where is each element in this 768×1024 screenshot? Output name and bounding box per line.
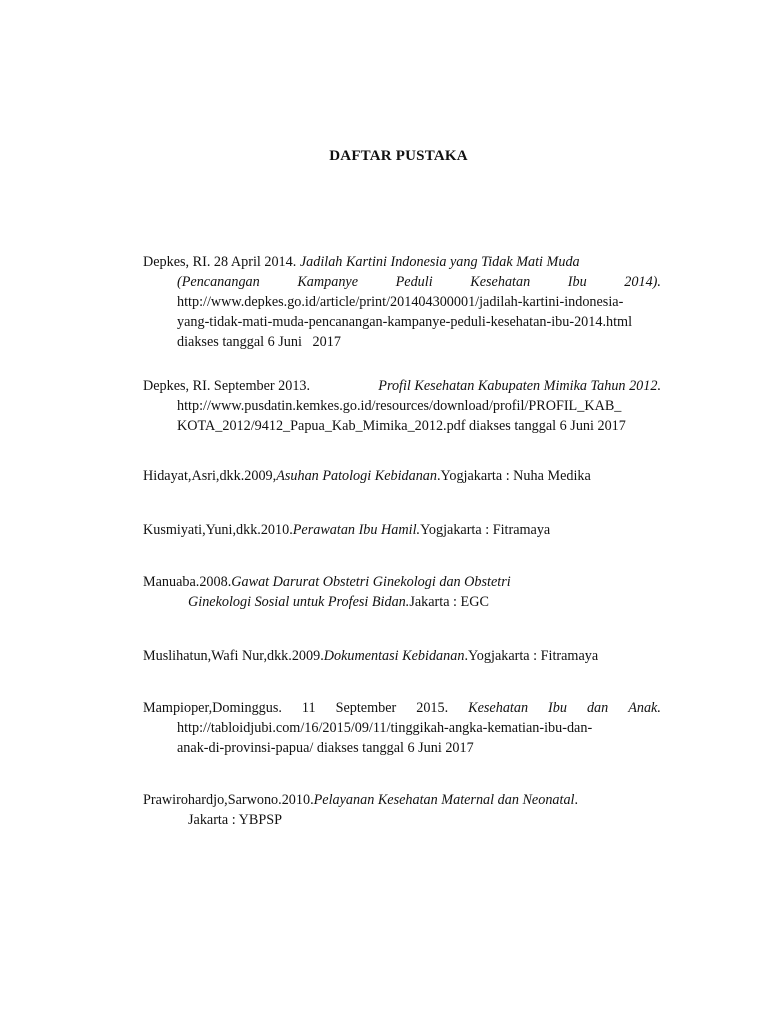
reference-entry	[143, 790, 661, 830]
page-title: DAFTAR PUSTAKA	[329, 148, 468, 164]
reference-title-word: (Pencanangan	[177, 274, 260, 290]
reference-title-word: Ibu	[548, 700, 567, 716]
reference-line	[143, 790, 661, 810]
reference-line	[143, 592, 661, 612]
reference-title-word: Peduli	[395, 274, 433, 290]
reference-title-word: Kampanye	[297, 274, 359, 290]
reference-title: Gawat Darurat Obstetri Ginekologi dan Obstetri	[231, 574, 511, 590]
reference-word: September	[335, 700, 397, 716]
reference-url: anak-di-provinsi-papua/ diakses tanggal 6 Juni 2017	[177, 740, 474, 756]
reference-title: Pelayanan Kesehatan Maternal dan Neonatal	[313, 792, 575, 808]
reference-word: Mampioper,Dominggus.	[143, 700, 282, 716]
reference-title: Asuhan Patologi Kebidanan	[276, 468, 437, 484]
reference-publisher: Jakarta : EGC	[409, 594, 489, 610]
reference-title: Perawatan Ibu Hamil.	[292, 522, 421, 538]
reference-url: yang-tidak-mati-muda-pencanangan-kampanye-peduli-kesehatan-ibu-2014.html	[177, 314, 633, 330]
reference-url: KOTA_2012/9412_Papua_Kab_Mimika_2012.pdf diakses tanggal 6 Juni 2017	[177, 418, 626, 434]
reference-url: http://www.depkes.go.id/article/print/201404300001/jadilah-kartini-indonesia-	[177, 294, 624, 310]
reference-url: http://tabloidjubi.com/16/2015/09/11/tinggikah-angka-kematian-ibu-dan-	[177, 720, 593, 736]
reference-title-word: dan	[586, 700, 609, 716]
reference-title-word: 2014).	[624, 274, 661, 290]
reference-title: Ginekologi Sosial untuk Profesi Bidan.	[188, 594, 410, 610]
reference-word: 11	[301, 700, 316, 716]
reference-punctuation: .	[574, 792, 579, 808]
reference-line	[143, 520, 661, 540]
reference-author-date: Muslihatun,Wafi Nur,dkk.2009.	[143, 648, 324, 664]
reference-author-date: Manuaba.2008.	[143, 574, 232, 590]
reference-entry	[143, 520, 661, 540]
reference-title: Dokumentasi Kebidanan	[323, 648, 465, 664]
reference-entry	[143, 572, 661, 612]
reference-entry	[143, 698, 661, 758]
reference-url: http://www.pusdatin.kemkes.go.id/resources/download/profil/PROFIL_KAB_	[177, 398, 622, 414]
reference-access-note: diakses tanggal 6 Juni 2017	[177, 334, 341, 350]
reference-line	[143, 698, 661, 718]
reference-entry	[143, 252, 661, 352]
reference-title: Profil Kesehatan Kabupaten Mimika Tahun 2012.	[378, 378, 661, 394]
reference-line	[143, 252, 661, 272]
reference-author-date: Depkes, RI. September 2013.	[143, 378, 314, 394]
reference-entry	[143, 466, 661, 486]
reference-entry	[143, 376, 661, 436]
reference-author-date: Prawirohardjo,Sarwono.2010.	[143, 792, 314, 808]
reference-publisher: Yogjakarta : Fitramaya	[420, 522, 551, 538]
reference-publisher: .Yogjakarta : Fitramaya	[464, 648, 599, 664]
reference-author-date: Kusmiyati,Yuni,dkk.2010.	[143, 522, 293, 538]
reference-title-word: Kesehatan	[470, 274, 531, 290]
reference-line	[143, 376, 661, 396]
reference-line	[143, 466, 661, 486]
reference-word: 2015.	[416, 700, 449, 716]
reference-publisher: .Yogjakarta : Nuha Medika	[437, 468, 591, 484]
reference-title-word: Ibu	[567, 274, 587, 290]
reference-publisher: Jakarta : YBPSP	[188, 812, 283, 828]
reference-line	[143, 272, 661, 292]
reference-author-date: Hidayat,Asri,dkk.2009,	[143, 468, 277, 484]
reference-title-word: Kesehatan	[468, 700, 529, 716]
reference-author-date: Depkes, RI. 28 April 2014.	[143, 254, 300, 270]
reference-title-word: Anak.	[628, 700, 661, 716]
reference-line	[143, 572, 661, 592]
reference-line	[143, 646, 661, 666]
reference-title: Jadilah Kartini Indonesia yang Tidak Mati Muda	[299, 254, 580, 270]
reference-entry	[143, 646, 661, 666]
